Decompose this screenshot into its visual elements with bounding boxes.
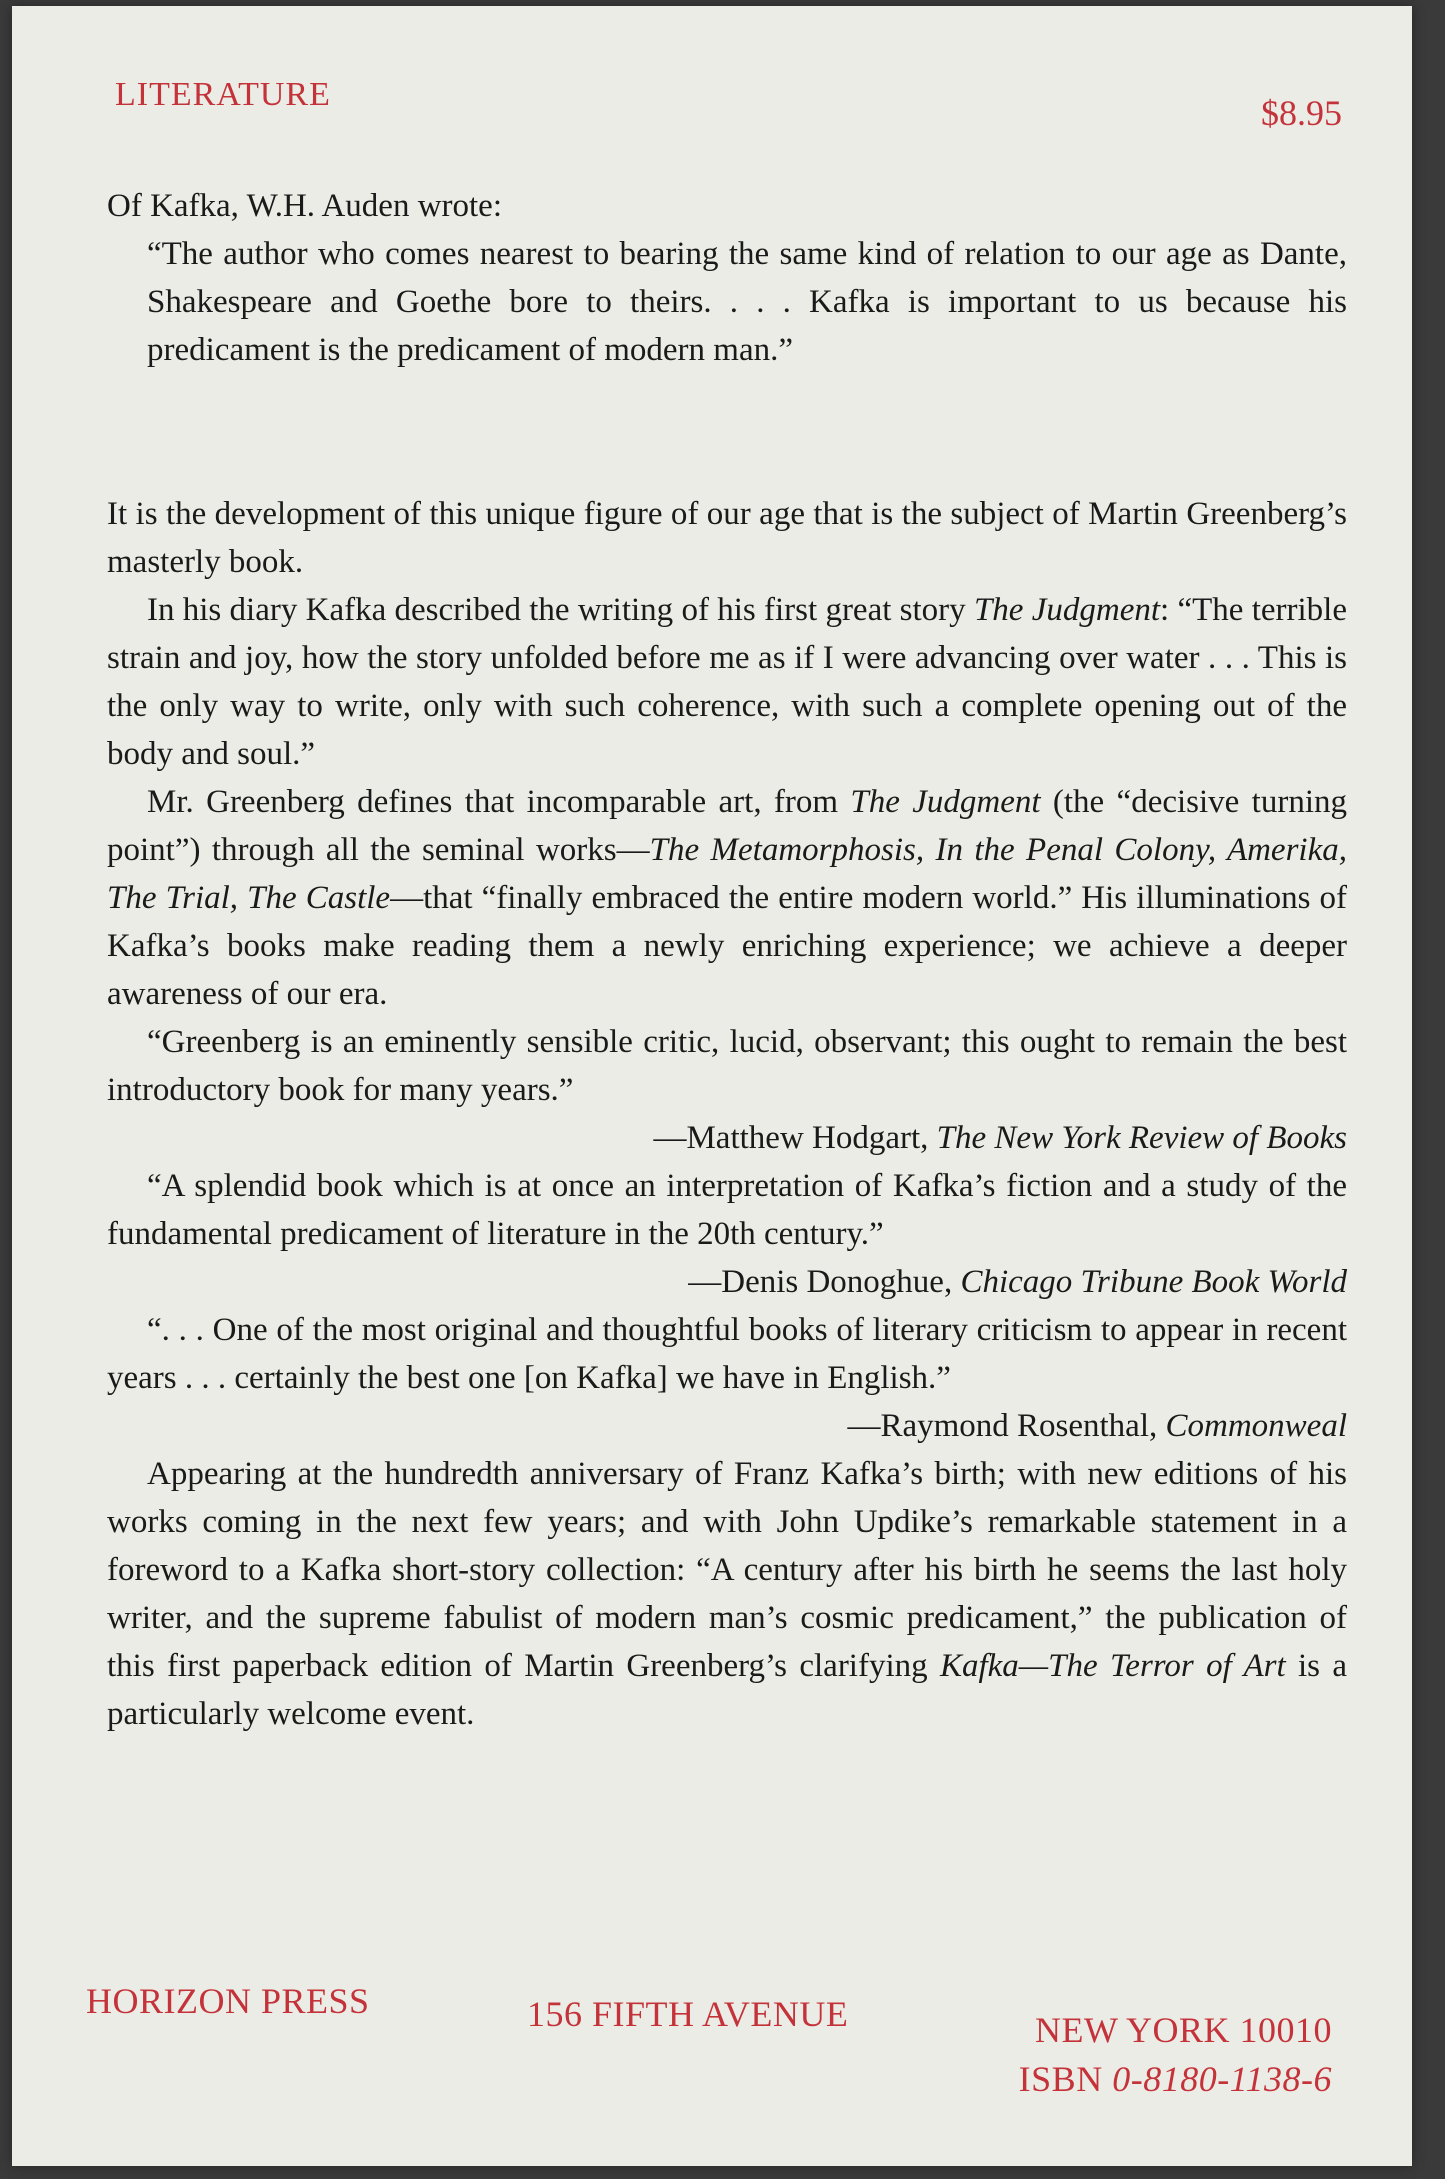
- intro-lead: Of Kafka, W.H. Auden wrote:: [107, 188, 503, 224]
- review-2-attribution: [107, 1258, 1347, 1306]
- auden-intro: [107, 182, 1347, 374]
- review-3-source: Commonweal: [1165, 1408, 1347, 1444]
- book-back-cover: [12, 6, 1412, 2166]
- review-1-attribution: [107, 1114, 1347, 1162]
- review-3-author: —Raymond Rosenthal,: [847, 1408, 1166, 1444]
- isbn-number: 0-8180-1138-6: [1112, 2059, 1332, 2099]
- review-3-attribution: [107, 1402, 1347, 1450]
- paragraph-2: [107, 586, 1347, 778]
- description-body: [107, 490, 1347, 1738]
- paragraph-4-title: Kafka—The Terror of Art: [939, 1648, 1286, 1684]
- paragraph-3-rest: —that “finally embraced the entire modern world.” His illuminations of Kafka’s books make reading them a newly enriching experience; we achieve a deeper awareness of our era.: [107, 880, 1347, 1012]
- paragraph-4: [107, 1450, 1347, 1738]
- paragraph-4-start: Appearing at the hundredth anniversary of Franz Kafka’s birth; with new editions of his works coming in the next few years; and with John Updike’s remarkable statement in a foreword to a Kafka short-story collection: “A century after his birth he seems the last holy writer, and the supreme fabulist of modern man’s cosmic predicament,” the publication of this first paperback edition of Martin Greenberg’s clarifying: [107, 1456, 1347, 1684]
- paragraph-2-rest: : “The terrible strain and joy, how the story unfolded before me as if I were advancing over water . . . This is the only way to write, only with such coherence, with such a complete opening out of the body and soul.”: [107, 592, 1347, 772]
- paragraph-2-title: The Judgment: [973, 592, 1161, 628]
- paragraph-3-start: Mr. Greenberg defines that incomparable art, from: [147, 784, 851, 820]
- review-1-source: The New York Review of Books: [936, 1120, 1347, 1156]
- review-2-text: “A splendid book which is at once an interpretation of Kafka’s fiction and a study of the fundamental predicament of literature in the 20th century.”: [107, 1168, 1347, 1252]
- review-2-author: —Denis Donoghue,: [688, 1264, 961, 1300]
- paragraph-3: [107, 778, 1347, 1018]
- paragraph-4-end: is a particularly welcome event.: [107, 1648, 1347, 1732]
- paragraph-2-start: In his diary Kafka described the writing of his first great story: [147, 592, 974, 628]
- publisher-city: NEW YORK 10010: [1035, 2010, 1332, 2050]
- review-3-text: “. . . One of the most original and thoughtful books of literary criticism to appear in recent years . . . certainly the best one [on Kafka] we have in English.”: [107, 1312, 1347, 1396]
- publisher-address: 156 FIFTH AVENUE: [527, 1994, 849, 2034]
- isbn-label: ISBN: [1018, 2059, 1113, 2099]
- paragraph-3-title: The Judgment: [850, 784, 1041, 820]
- auden-quote: “The author who comes nearest to bearing the same kind of relation to our age as Dante, Shakespeare and Goethe bore to theirs. . . . Kafka is important to us because his predicament is the predicament of modern man.”: [147, 236, 1347, 368]
- paragraph-1: It is the development of this unique figure of our age that is the subject of Martin Greenberg’s masterly book.: [107, 496, 1347, 580]
- paragraph-3-titles: The Metamorphosis, In the Penal Colony, Amerika, The Trial, The Castle: [107, 832, 1347, 916]
- category-label: LITERATURE: [115, 76, 331, 113]
- review-1-author: —Matthew Hodgart,: [653, 1120, 937, 1156]
- isbn: [1019, 2058, 1332, 2100]
- paragraph-3-mid: (the “decisive turning point”) through all the seminal works—: [107, 784, 1347, 868]
- publisher-name: HORIZON PRESS: [86, 1981, 370, 2021]
- review-2-source: Chicago Tribune Book World: [960, 1264, 1347, 1300]
- price-label: $8.95: [1261, 93, 1342, 133]
- review-1-text: “Greenberg is an eminently sensible critic, lucid, observant; this ought to remain the best introductory book for many years.”: [107, 1024, 1347, 1108]
